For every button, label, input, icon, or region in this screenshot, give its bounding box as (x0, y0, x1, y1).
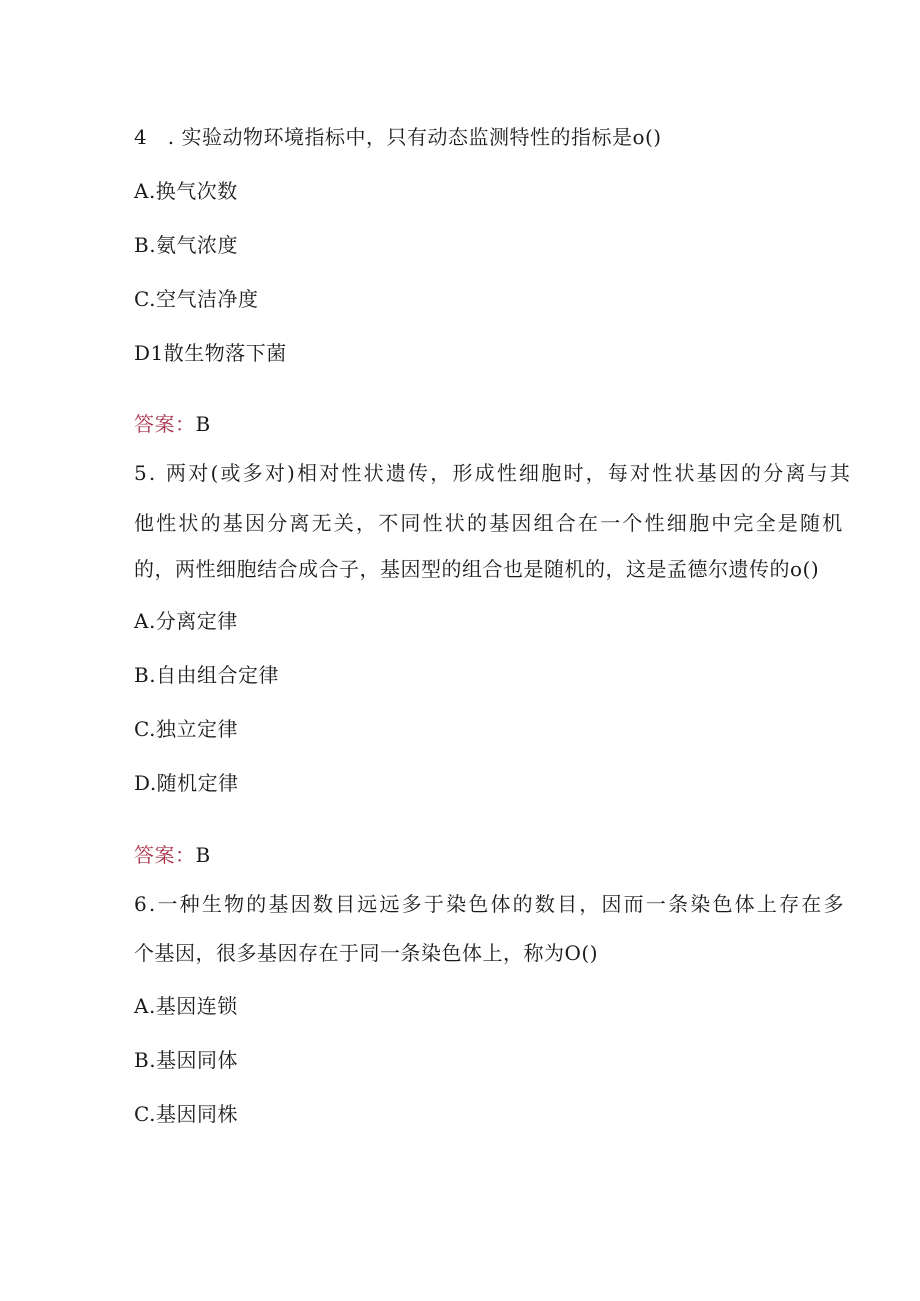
question-4-option-d: D1散生物落下菌 (134, 341, 287, 365)
answer-value: B (195, 843, 211, 867)
question-4-option-b: B.氨气浓度 (134, 233, 239, 257)
question-5-stem-line-3: 的，两性细胞结合成合子，基因型的组合也是随机的，这是孟德尔遗传的o() (134, 557, 820, 581)
question-4-option-a: A.换气次数 (134, 179, 238, 203)
question-5-option-b: B.自由组合定律 (134, 663, 280, 687)
question-4-stem: 4 . 实验动物环境指标中，只有动态监测特性的指标是o() (134, 125, 662, 149)
answer-value: B (195, 412, 211, 436)
question-6-stem-line-2: 个基因，很多基因存在于同一条染色体上，称为O() (134, 941, 599, 965)
question-5-option-d: D.随机定律 (134, 771, 239, 795)
question-4-answer (134, 411, 211, 437)
answer-label: 答案： (134, 412, 196, 436)
question-6-stem-line-1: 6.一种生物的基因数目远远多于染色体的数目，因而一条染色体上存在多 (134, 892, 846, 916)
question-5-stem-line-1: 5. 两对(或多对)相对性状遗传，形成性细胞时，每对性状基因的分离与其 (134, 461, 853, 485)
question-5-option-c: C.独立定律 (134, 717, 238, 741)
question-5-answer (134, 842, 211, 868)
question-6-option-c: C.基因同株 (134, 1102, 238, 1126)
question-6-option-a: A.基因连锁 (134, 994, 238, 1018)
question-5-option-a: A.分离定律 (134, 609, 238, 633)
question-5-stem-line-2: 他性状的基因分离无关，不同性状的基因组合在一个性细胞中完全是随机 (134, 511, 845, 535)
question-4-option-c: C.空气洁净度 (134, 287, 259, 311)
answer-label: 答案： (134, 843, 196, 867)
question-6-option-b: B.基因同体 (134, 1048, 239, 1072)
